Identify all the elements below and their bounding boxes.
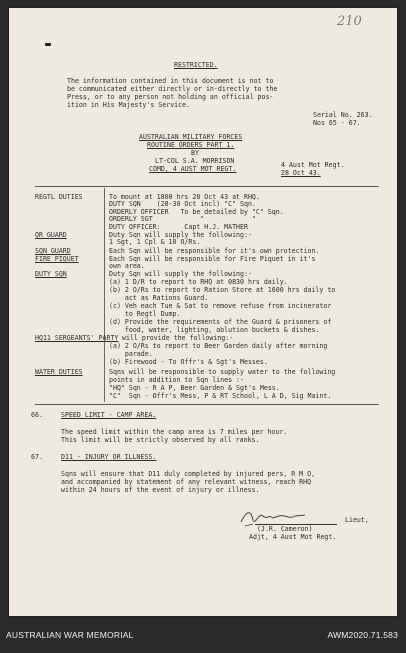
sidebar-label-fire-piquet: FIRE PIQUET: [35, 255, 79, 263]
column-divider: [104, 188, 105, 402]
duty-line: "C" Sqn - Offr's Mess, P & RT School, L A D, Sig Maint.: [109, 392, 332, 400]
signature-name: (J.R. Cameron): [257, 525, 313, 533]
heading-line: ROUTINE ORDERS PART 1.: [147, 141, 235, 149]
para-66-line: The speed limit within the camp area is 7 miles per hour.: [61, 428, 288, 436]
notice-line: be communicated either directly or in-directly to the: [67, 85, 278, 93]
archive-footer: [0, 620, 406, 653]
serial-number: Serial No. 263.: [313, 111, 373, 119]
duty-line: parade.: [109, 350, 153, 358]
section-divider: [35, 186, 379, 187]
duty-line: ORDERLY SGT " ": [109, 215, 256, 223]
para-67-line: and accompanied by statement of any relevant witness, reach RHQ: [61, 478, 312, 486]
duty-line: Each Sqn will be responsible for it's own protection.: [109, 247, 320, 255]
notice-line: Press, or to any person not holding an official pos-: [67, 93, 274, 101]
duty-line: (b) Firewood - To Offr's & Sgt's Messes.: [109, 358, 268, 366]
duty-line: own area.: [109, 262, 145, 270]
page-number-handwritten: 210: [337, 14, 362, 29]
duty-line: Duty Sqn will supply the following:-: [109, 270, 252, 278]
heading-line: BY: [191, 149, 199, 157]
sidebar-label-water-duties: WATER DUTIES: [35, 368, 83, 376]
duty-line: Each Sqn will be responsible for Fire Piquet in it's: [109, 255, 316, 263]
classification: RESTRICTED.: [174, 61, 218, 69]
notice-line: The information contained in this document is not to: [67, 77, 274, 85]
heading-line: AUSTRALIAN MILITARY FORCES: [139, 133, 243, 141]
duty-line: to Regtl Dump.: [109, 310, 181, 318]
duty-line: (a) 2 O/Rs to report to Beer Garden daily after morning: [109, 342, 328, 350]
heading-line: COMD, 4 AUST MOT REGT.: [149, 165, 237, 173]
duty-line: act as Rations Guard.: [109, 294, 209, 302]
sidebar-label-qr-guard: QR GUARD: [35, 231, 67, 239]
para-66-title: SPEED LIMIT - CAMP AREA.: [61, 411, 157, 419]
duty-line: (d) Provide the requirements of the Guard & prisoners of: [109, 318, 332, 326]
duty-line: food, water, lighting, ablution buckets & dishes.: [109, 326, 320, 334]
duty-line: To mount at 1800 hrs 28 Oct 43 at RHQ.: [109, 193, 260, 201]
signature-appointment: Adjt, 4 Aust Mot Regt.: [249, 533, 337, 541]
document-page: [9, 8, 397, 616]
order-date: 28 Oct 43.: [281, 169, 321, 177]
sidebar-label-regtl-duties: REGTL DUTIES: [35, 193, 83, 201]
para-67-title: D11 - INJURY OR ILLNESS.: [61, 453, 157, 461]
unit-name: 4 Aust Mot Regt.: [281, 161, 345, 169]
para-66-number: 66.: [31, 411, 43, 419]
footer-accession-number: AWM2020.71.583: [327, 630, 398, 640]
duty-line: (b) 2 O/Rs to report to Ration Store at 1600 hrs daily to: [109, 286, 336, 294]
section-divider: [35, 404, 379, 405]
duty-line: points in addition to Sqn lines :-: [109, 376, 244, 384]
sidebar-label-hq-sergeants: HQ11 SERGEANTS' PARTY: [35, 334, 119, 342]
duty-line: DUTY SQN (28-30 Oct incl) "C" Sqn.: [109, 200, 256, 208]
signature-rank: Lieut,: [345, 516, 369, 524]
duty-line: 1 Sgt, 1 Cpl & 10 O/Rs.: [109, 238, 201, 246]
duty-line: "HQ" Sqn - R A P, Beer Garden & Sgt's Mess.: [109, 384, 280, 392]
sidebar-label-sqn-guard: SQN GUARD: [35, 247, 71, 255]
duty-line: will provide the following:-: [122, 334, 234, 342]
notice-line: ition in His Majesty's Service.: [67, 101, 191, 109]
para-66-line: This limit will be strictly observed by all ranks.: [61, 436, 260, 444]
duty-line: Sqns will be responsible to supply water to the following: [109, 368, 336, 376]
serial-nos: Nos 65 - 67.: [313, 119, 361, 127]
duty-line: ORDERLY OFFICER To be detailed by "C" Sqn.: [109, 208, 284, 216]
duty-line: DUTY OFFICER: Capt H.J. MATHER: [109, 223, 248, 231]
para-67-line: within 24 hours of the event of injury or illness.: [61, 486, 260, 494]
duty-line: Duty Sqn will supply the following:-: [109, 231, 252, 239]
duty-line: (a) 1 D/R to report to RHQ at 0830 hrs daily.: [109, 278, 288, 286]
punch-mark: [45, 43, 51, 46]
sidebar-label-duty-sqn: DUTY SQN: [35, 270, 67, 278]
footer-institution: AUSTRALIAN WAR MEMORIAL: [6, 630, 134, 640]
duty-line: (c) Veh each Tue & Sat to remove refuse from incinerator: [109, 302, 332, 310]
heading-line: LT-COL S.A. MORRISON: [155, 157, 235, 165]
para-67-number: 67.: [31, 453, 43, 461]
para-67-line: Sqns will ensure that D11 duly completed by injured pers, R M O,: [61, 470, 316, 478]
